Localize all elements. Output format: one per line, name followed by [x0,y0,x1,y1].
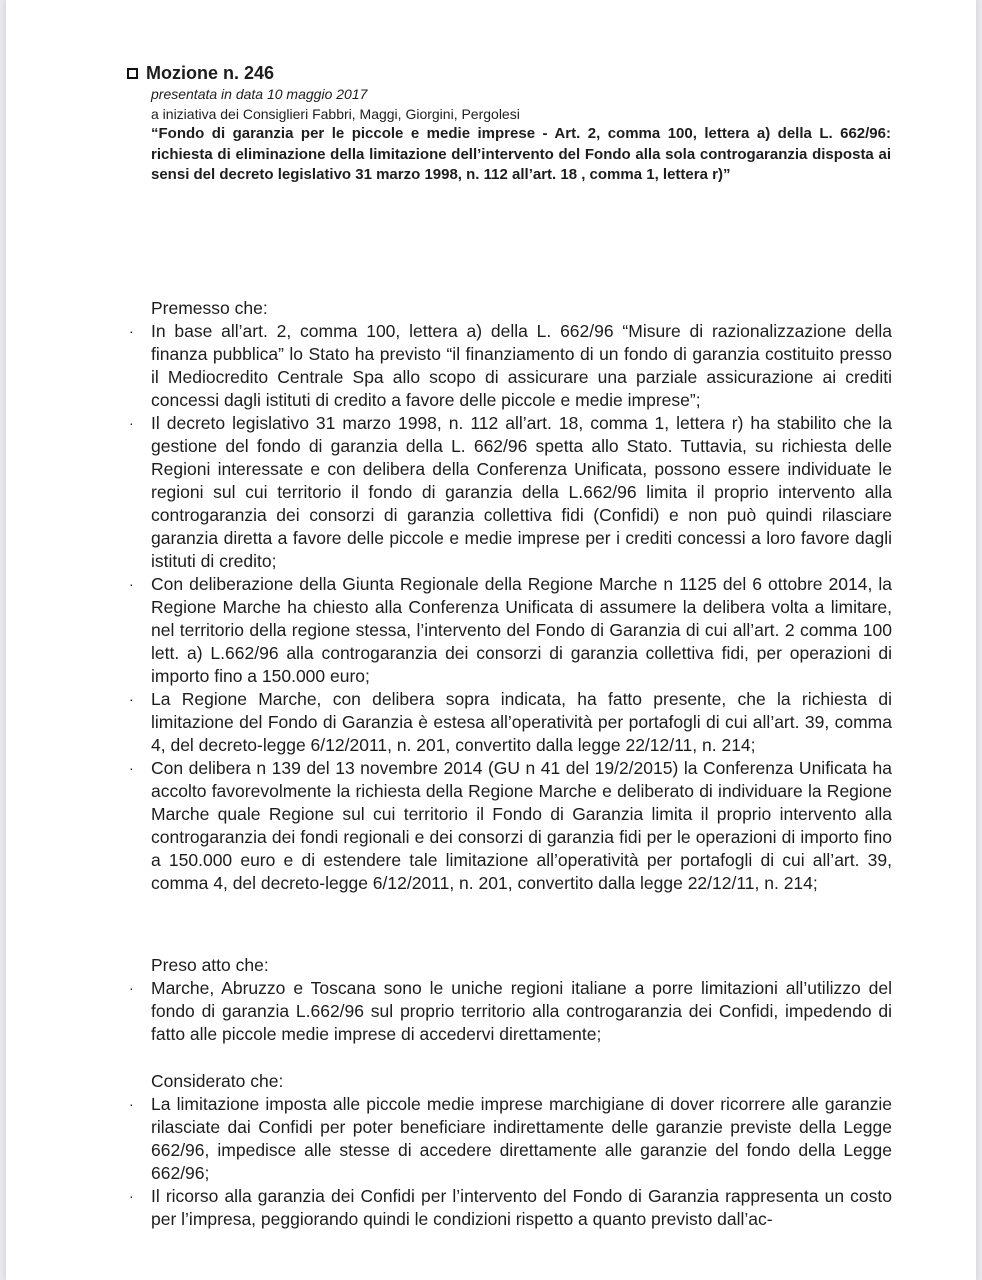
title-row [127,62,897,84]
list-item-text: Con deliberazione della Giunta Regionale della Regione Marche n 1125 del 6 ottobre 2014, la Regione Marche ha chiesto alla Conferenza Unificata di assumere la delibera volta a limitare, nel territorio della regione stessa, l’intervento del Fondo di Garanzia di cui all’art. 2 comma 100 lett. a) L.662/96 alla controgaranzia dei consorzi di garanzia collettiva fidi, per operazioni di importo fino a 150.000 euro; [151,574,892,686]
list-item [127,688,892,757]
bullet-icon: · [129,1188,134,1204]
section-heading: Considerato che: [151,1071,284,1091]
motion-subject: “Fondo di garanzia per le piccole e medie imprese - Art. 2, comma 100, lettera a) della L. 662/96: richiesta di eliminazione della limitazione dell’intervento del Fondo alla sola controgaranzia disposta ai sensi del decreto legislativo 31 marzo 1998, n. 112 all’art. 18 , comma 1, lettera r)” [151,125,891,183]
motion-header [127,62,897,186]
bullet-icon: · [129,980,134,996]
list-item-text: In base all’art. 2, comma 100, lettera a) della L. 662/96 “Misure di razionalizzazione della finanza pubblica” lo Stato ha previsto “il finanziamento di un fondo di garanzia costituito presso il Mediocredito Centrale Spa allo scopo di assicurare una parziale assicurazione ai crediti concessi dagli istituti di credito a favore delle piccole e medie imprese”; [151,321,892,410]
list-item-text: Il ricorso alla garanzia dei Confidi per l’intervento del Fondo di Garanzia rappresenta un costo per l’impresa, peggiorando quindi le condizioni rispetto a quanto previsto dall’ac- [151,1186,892,1229]
list-item-text: La limitazione imposta alle piccole medie imprese marchigiane di dover ricorrere alle garanzie rilasciate dai Confidi per poter beneficiare indirettamente delle garanzie previste della Legge 662/96, impedisce alle stesse di accedere direttamente alle garanzie del fondo della Legge 662/96; [151,1094,892,1183]
bullet-icon: · [129,1096,134,1112]
bullet-icon: · [129,691,134,707]
presentation-date: presentata in data 10 maggio 2017 [151,86,368,102]
bullet-icon: · [129,760,134,776]
bullet-icon: · [129,576,134,592]
bullet-icon: · [129,323,134,339]
list-item [127,1185,892,1231]
list-item [127,573,892,688]
list-item-text: Marche, Abruzzo e Toscana sono le uniche regioni italiane a porre limitazioni all’utilizzo del fondo di garanzia L.662/96 sul proprio territorio alla controgaranzia dei Confidi, impedendo di fatto alle piccole medie imprese di accedervi direttamente; [151,978,892,1044]
section-premesso [127,297,892,895]
document-page [6,0,976,1280]
bullet-icon: · [129,415,134,431]
section-heading: Premesso che: [151,298,268,318]
section-preso-atto [127,954,892,1046]
list-item-text: Con delibera n 139 del 13 novembre 2014 (GU n 41 del 19/2/2015) la Conferenza Unificata ha accolto favorevolmente la richiesta della Regione Marche e deliberato di individuare la Regione Marche quale Regione sul cui territorio il Fondo di Garanzia limita il proprio intervento alla controgaranzia dei fondi regionali e dei consorzi di garanzia fidi per le operazioni di importo fino a 150.000 euro e di estendere tale limitazione all’operatività per portafogli di cui all’art. 39, comma 4, del decreto-legge 6/12/2011, n. 201, convertito dalla legge 22/12/11, n. 214; [151,758,892,893]
list-item [127,412,892,573]
list-item [127,1093,892,1185]
initiative-line: a iniziativa dei Consiglieri Fabbri, Maggi, Giorgini, Pergolesi [151,106,520,122]
list-item [127,757,892,895]
list-item [127,977,892,1046]
motion-title: Mozione n. 246 [146,62,275,83]
list-item-text: Il decreto legislativo 31 marzo 1998, n. 112 all’art. 18, comma 1, lettera r) ha stabilito che la gestione del fondo di garanzia della L. 662/96 spetta allo Stato. Tuttavia, su richiesta delle Regioni interessate e con delibera della Conferenza Unificata, possono essere individuate le regioni sul cui territorio il fondo di garanzia della L.662/96 limita il proprio intervento alla controgaranzia dei consorzi di garanzia collettiva fidi (Confidi) e non può quindi rilasciare garanzia diretta a favore delle piccole e medie imprese per i crediti concessi a loro favore dagli istituti di credito; [151,413,892,571]
checkbox-icon [127,68,138,79]
section-heading: Preso atto che: [151,955,269,975]
section-considerato [127,1070,892,1231]
list-item [127,320,892,412]
list-item-text: La Regione Marche, con delibera sopra indicata, ha fatto presente, che la richiesta di limitazione del Fondo di Garanzia è estesa all’operatività per portafogli di cui all’art. 39, comma 4, del decreto-legge 6/12/2011, n. 201, convertito dalla legge 22/12/11, n. 214; [151,689,892,755]
